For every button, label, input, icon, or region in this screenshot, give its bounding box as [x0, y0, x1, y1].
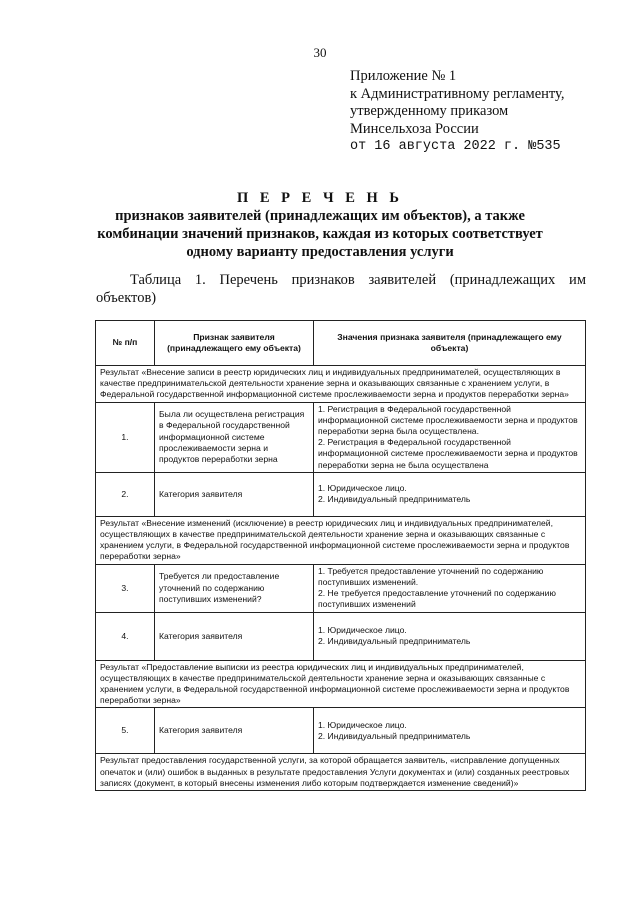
row-num: 3. — [96, 564, 155, 612]
row-feature: Категория заявителя — [155, 708, 314, 754]
appendix-line: Приложение № 1 — [350, 68, 457, 84]
result-row — [96, 660, 586, 708]
table-row — [96, 564, 586, 612]
value-option: 2. Индивидуальный предприниматель — [318, 730, 471, 741]
row-feature: Категория заявителя — [155, 612, 314, 660]
row-values — [314, 402, 586, 472]
header-values: Значения признака заявителя (принадлежащего ему объекта) — [314, 321, 586, 366]
table-row — [96, 708, 586, 754]
row-num: 1. — [96, 402, 155, 472]
row-values — [314, 708, 586, 754]
result-text: Результат предоставления государственной услуги, за которой обращается заявитель, «исправление допущенных опечаток и (или) ошибок в выданных в результате предоставления Услуги документах и (или) созданных реестровых записях (документ, в который внесены изменения либо которым подтверждается изменение сведений)» — [96, 754, 586, 791]
row-values — [314, 564, 586, 612]
table-row — [96, 472, 586, 516]
value-option: 1. Юридическое лицо. — [318, 483, 407, 494]
appendix-date: от 16 августа 2022 г. №535 — [350, 139, 561, 154]
result-text: Результат «Предоставление выписки из реестра юридических лиц и индивидуальных предпринимателей, осуществляющих в качестве предпринимательской деятельности хранение зерна и оказывающих связанные с хранением услуги, в Федеральной государственной информационной системе прослеживаемости зерна и продуктов переработки зерна» — [96, 660, 586, 708]
result-text: Результат «Внесение изменений (исключение) в реестр юридических лиц и индивидуальных предпринимателей, осуществляющих в качестве предпринимательской деятельности хранение зерна и оказывающих связанные с хранением услуги, в Федеральной государственной информационной системе прослеживаемости зерна и продуктов переработки зерна» — [96, 516, 586, 564]
document-title: П Е Р Е Ч Е Н Ь — [236, 190, 404, 206]
document-subtitle: признаков заявителей (принадлежащих им объектов), а также комбинации значений признаков, каждая из которых соответствует одному варианту предоставления услуги — [97, 208, 543, 260]
header-num: № п/п — [96, 321, 155, 366]
result-row — [96, 516, 586, 564]
result-text: Результат «Внесение записи в реестр юридических лиц и индивидуальных предпринимателей, осуществляющих в качестве предпринимательской деятельности хранение зерна и оказывающих связанные с хранением услуги, в Федеральной государственной информационной системе прослеживаемости зерна и продуктов переработки зерна» — [96, 366, 586, 403]
value-option: 2. Регистрация в Федеральной государственной информационной системе прослеживаемости зерна и продуктов переработки зерна не была осуществлена — [318, 437, 578, 470]
features-table — [95, 320, 586, 791]
row-num: 2. — [96, 472, 155, 516]
row-feature: Была ли осуществлена регистрация в Федеральной государственной информационной системе прослеживаемости зерна и продуктов переработки зерна — [155, 402, 314, 472]
row-values — [314, 612, 586, 660]
row-values — [314, 472, 586, 516]
table-row — [96, 402, 586, 472]
table-row — [96, 612, 586, 660]
header-feature: Признак заявителя (принадлежащего ему объекта) — [155, 321, 314, 366]
appendix-line: утвержденному приказом — [350, 103, 509, 119]
value-option: 2. Не требуется предоставление уточнений по содержанию поступивших изменений — [318, 588, 556, 610]
row-num: 4. — [96, 612, 155, 660]
value-option: 2. Индивидуальный предприниматель — [318, 494, 471, 505]
appendix-block — [350, 68, 564, 156]
appendix-line: Минсельхоза России — [350, 120, 479, 137]
row-feature: Требуется ли предоставление уточнений по содержанию поступивших изменений? — [155, 564, 314, 612]
value-option: 1. Регистрация в Федеральной государственной информационной системе прослеживаемости зерна и продуктов переработки зерна была осуществлена. — [318, 403, 578, 437]
page-number: 30 — [313, 45, 327, 60]
value-option: 1. Юридическое лицо. — [318, 624, 407, 635]
row-num: 5. — [96, 708, 155, 754]
result-row — [96, 754, 586, 791]
row-feature: Категория заявителя — [155, 472, 314, 516]
value-option: 1. Требуется предоставление уточнений по содержанию поступивших изменений. — [318, 565, 544, 587]
table-caption: Таблица 1. Перечень признаков заявителей (принадлежащих им объектов) — [96, 272, 586, 306]
appendix-line: к Административному регламенту, — [350, 85, 565, 102]
value-option: 1. Юридическое лицо. — [318, 719, 407, 730]
value-option: 2. Индивидуальный предприниматель — [318, 636, 471, 647]
table-header-row — [96, 321, 586, 366]
result-row — [96, 366, 586, 403]
